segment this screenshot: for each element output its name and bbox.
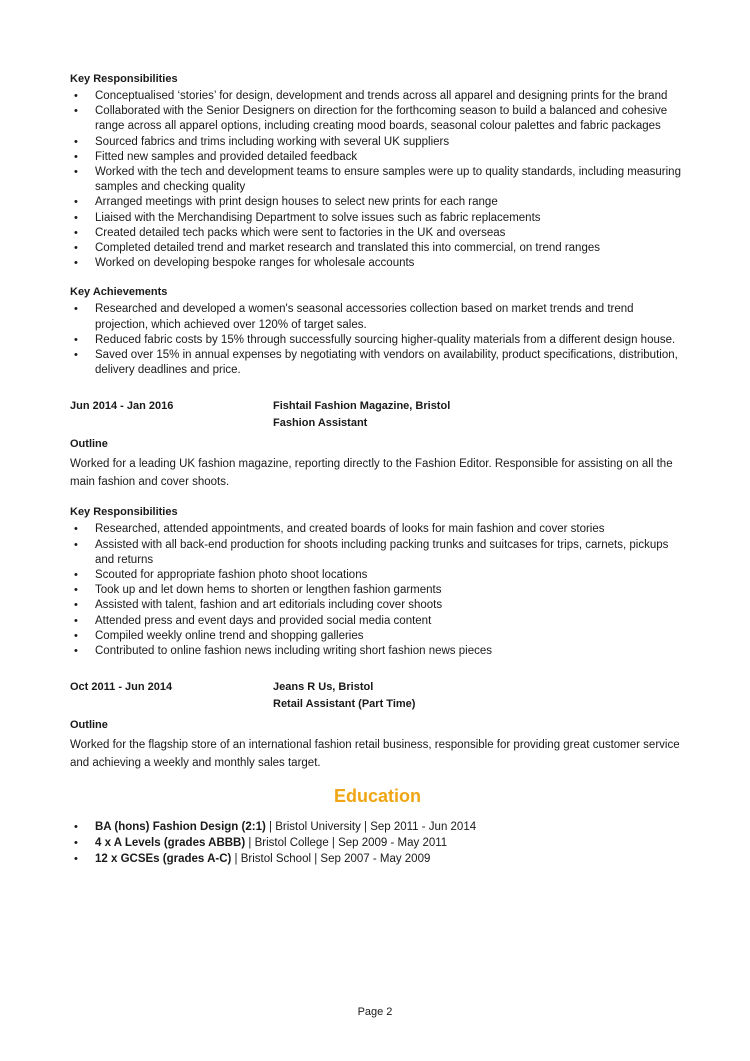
list-item: • Assisted with talent, fashion and art editorials including cover shoots <box>70 598 685 613</box>
list-item: • Took up and let down hems to shorten or lengthen fashion garments <box>70 583 685 598</box>
list-item: • Saved over 15% in annual expenses by negotiating with vendors on availability, product specifications, distribution, delivery deadlines and price. <box>70 348 685 378</box>
education-details: | Bristol University | Sep 2011 - Jun 2014 <box>265 821 477 834</box>
list-item: • Completed detailed trend and market research and translated this into commercial, on trend ranges <box>70 241 685 256</box>
list-item: • Worked with the tech and development teams to ensure samples were up to quality standards, including measuring samples and checking quality <box>70 165 685 195</box>
job2-header <box>70 398 685 431</box>
list-item: • Attended press and event days and provided social media content <box>70 614 685 629</box>
job2-role: Fashion Assistant <box>273 416 368 429</box>
education-qualification: 4 x A Levels (grades ABBB) <box>95 837 246 850</box>
job1-achievements-list <box>70 302 685 378</box>
job2-company: Fishtail Fashion Magazine, Bristol <box>273 400 451 413</box>
job1-responsibilities-list <box>70 89 685 271</box>
list-item: • Worked on developing bespoke ranges for wholesale accounts <box>70 256 685 271</box>
list-item: • Researched, attended appointments, and created boards of looks for main fashion and cover stories <box>70 522 685 537</box>
resume-page-content <box>70 72 685 867</box>
job2-outline-heading: Outline <box>70 438 108 451</box>
education-qualification: 12 x GCSEs (grades A-C) <box>95 853 232 866</box>
list-item: • Researched and developed a women's seasonal accessories collection based on market trends and trend projection, which achieved over 120% of target sales. <box>70 302 685 332</box>
list-item: • Liaised with the Merchandising Department to solve issues such as fabric replacements <box>70 211 685 226</box>
education-list <box>70 819 685 867</box>
list-item: • Assisted with all back-end production for shoots including packing trunks and suitcases for trips, carnets, pickups and returns <box>70 538 685 568</box>
education-details: | Bristol School | Sep 2007 - May 2009 <box>231 853 431 866</box>
list-item: • Arranged meetings with print design houses to select new prints for each range <box>70 195 685 210</box>
page-number: Page 2 <box>357 1006 393 1018</box>
job3-header <box>70 679 685 712</box>
education-qualification: BA (hons) Fashion Design (2:1) <box>95 821 266 834</box>
list-item <box>70 819 685 835</box>
job3-company: Jeans R Us, Bristol <box>273 681 374 694</box>
list-item: • Sourced fabrics and trims including working with several UK suppliers <box>70 135 685 150</box>
list-item: • Contributed to online fashion news including writing short fashion news pieces <box>70 644 685 659</box>
list-item: • Reduced fabric costs by 15% through successfully sourcing higher-quality materials from a different design house. <box>70 333 685 348</box>
education-section-title: Education <box>333 786 421 807</box>
list-item: • Created detailed tech packs which were sent to factories in the UK and overseas <box>70 226 685 241</box>
job3-dates: Oct 2011 - Jun 2014 <box>70 681 173 694</box>
job2-dates: Jun 2014 - Jan 2016 <box>70 400 174 413</box>
education-details: | Bristol College | Sep 2009 - May 2011 <box>245 837 448 850</box>
list-item: • Fitted new samples and provided detailed feedback <box>70 150 685 165</box>
list-item: • Scouted for appropriate fashion photo shoot locations <box>70 568 685 583</box>
job3-role: Retail Assistant (Part Time) <box>273 697 416 710</box>
list-item: • Collaborated with the Senior Designers on direction for the forthcoming season to build a balanced and cohesive range across all apparel options, including creating mood boards, seasonal colour palettes and fabric packages <box>70 104 685 134</box>
job3-outline-text: Worked for the flagship store of an international fashion retail business, responsible for providing great customer service and achieving a weekly and monthly sales target. <box>70 739 680 769</box>
list-item: • Compiled weekly online trend and shopping galleries <box>70 629 685 644</box>
job3-outline-heading: Outline <box>70 719 108 732</box>
job1-achievements-heading: Key Achievements <box>70 286 168 299</box>
job2-responsibilities-heading: Key Responsibilities <box>70 506 178 519</box>
list-item <box>70 835 685 851</box>
job2-outline-text: Worked for a leading UK fashion magazine, reporting directly to the Fashion Editor. Responsible for assisting on all the main fashion and cover shoots. <box>70 458 673 488</box>
job1-responsibilities-heading: Key Responsibilities <box>70 73 178 85</box>
list-item <box>70 851 685 867</box>
list-item: • Conceptualised ‘stories’ for design, development and trends across all apparel and designing prints for the brand <box>70 89 685 104</box>
job2-responsibilities-list <box>70 522 685 659</box>
